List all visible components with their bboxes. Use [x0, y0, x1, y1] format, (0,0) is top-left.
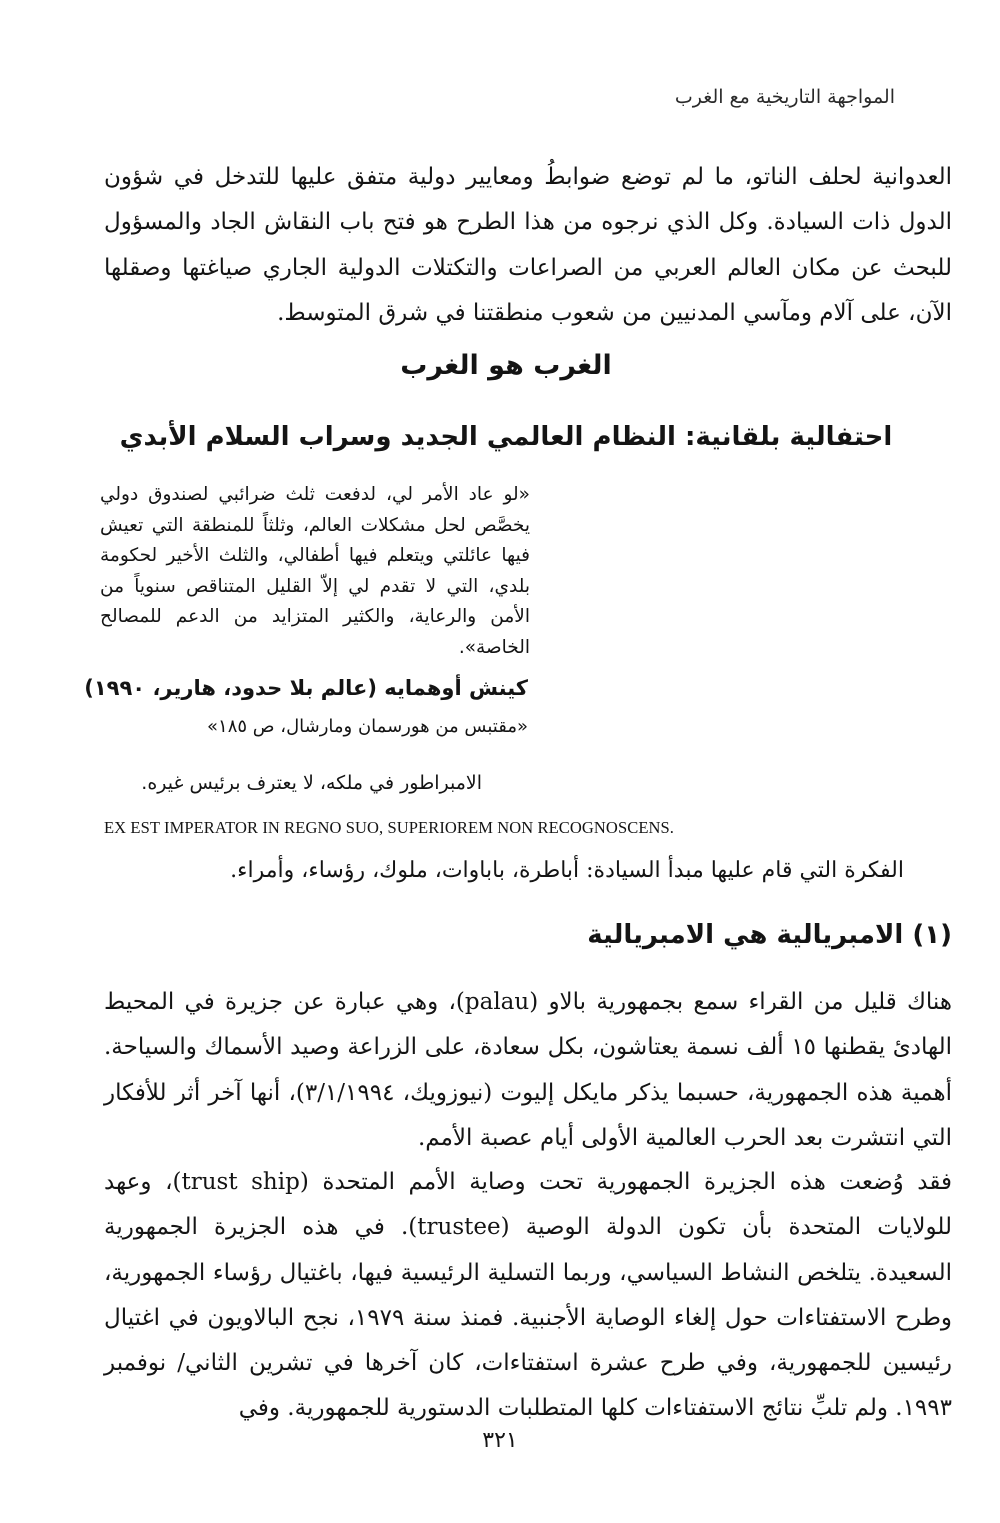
body-paragraph: فقد وُضعت هذه الجزيرة الجمهورية تحت وصاية الأمم المتحدة (trust ship)، وعهد للولايات المتحدة بأن تكون الدولة الوصية (trustee). في هذه الجزيرة الجمهورية السعيدة. يتلخص النشاط السياسي، وربما التسلية الرئيسية فيها، باغتيال رؤساء الجمهورية، وطرح الاستفتاءات حول إلغاء الوصاية الأجنبية. فمنذ سنة ١٩٧٩، نجح البالاويون في اغتيال رئيسين للجمهورية، وفي طرح عشرة استفتاءات، كان آخرها في تشرين الثاني/ نوفمبر ١٩٩٣. ولم تلبِّ نتائج الاستفتاءات كلها المتطلبات الدستورية للجمهورية. وفي [104, 1169, 952, 1422]
body-paragraph: هناك قليل من القراء سمع بجمهورية بالاو (palau)، وهي عبارة عن جزيرة في المحيط الهادئ يقطنها ١٥ ألف نسمة يعتاشون، بكل سعادة، على الزراعة وصيد الأسماك والسياحة. أهمية هذه الجمهورية، حسبما يذكر مايكل إليوت (نيوزويك، ٣/١/١٩٩٤)، أنها آخر أثر للأفكار التي انتشرت بعد الحرب العالمية الأولى أيام عصبة الأمم. [104, 989, 953, 1151]
sovereignty-idea-line: الفكرة التي قام عليها مبدأ السيادة: أباطرة، باباوات، ملوك، رؤساء، وأمراء. [230, 858, 904, 883]
intro-paragraph: العدوانية لحلف الناتو، ما لم توضع ضوابطُ ومعايير دولية متفق عليها للتدخل في شؤون الدول ذات السيادة. وكل الذي نرجوه من هذا الطرح هو فتح باب النقاش الجاد والمسؤول للبحث عن مكان العالم العربي من الصراعات والتكتلات الدولية الجاري صياغتها وصقلها الآن، على آلام ومآسي المدنيين من شعوب منطقتنا في شرق المتوسط. [104, 164, 952, 326]
page-number: ٣٢١ [482, 1428, 518, 1453]
epigraph-quote: «لو عاد الأمر لي، لدفعت ثلث ضرائبي لصندوق دولي يخصَّص لحل مشكلات العالم، وثلثاً للمنطقة التي تعيش فيها عائلتي ويتعلم فيها أطفالي، والثلث الأخير لحكومة بلدي، التي لا تقدم لي إلاّ القليل المتناقص سنوياً من الأمن والرعاية، والكثير المتزايد من الدعم للمصالح الخاصة». [100, 484, 530, 658]
epigraph-author: كينش أوهمايه (عالم بلا حدود، هارير، ١٩٩٠) [84, 676, 528, 700]
chapter-subtitle: احتفالية بلقانية: النظام العالمي الجديد وسراب السلام الأبدي [119, 422, 893, 452]
maxim-latin: EX EST IMPERATOR IN REGNO SUO, SUPERIOREM NON RECOGNOSCENS. [104, 818, 675, 837]
section-heading: (١) الامبريالية هي الامبريالية [587, 920, 952, 950]
running-head: المواجهة التاريخية مع الغرب [674, 86, 895, 108]
maxim-arabic: الامبراطور في ملكه، لا يعترف برئيس غيره. [141, 772, 482, 794]
epigraph-source: «مقتبس من هورسمان ومارشال، ص ١٨٥» [207, 716, 528, 737]
chapter-title: الغرب هو الغرب [400, 350, 612, 381]
